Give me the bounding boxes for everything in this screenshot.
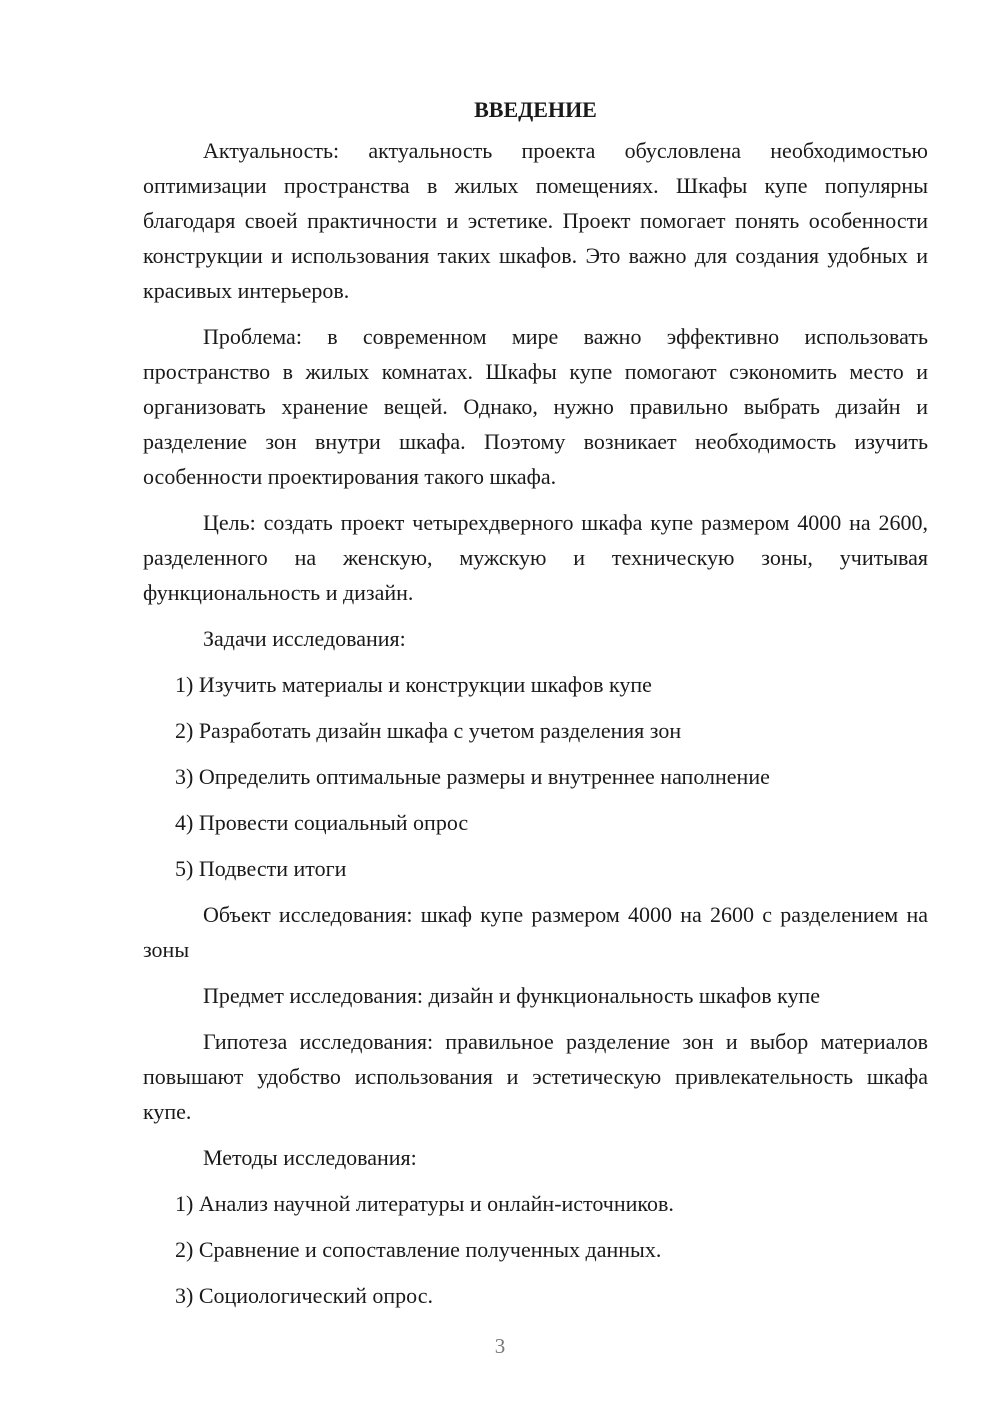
relevance-paragraph: Актуальность: актуальность проекта обусловлена необходимостью оптимизации пространства в жилых помещениях. Шкафы купе популярны благодаря своей практичности и эстетике. Проект помогает понять особенности конструкции и использования таких шкафов. Это важно для создания удобных и красивых интерьеров. — [143, 138, 928, 303]
tasks-list — [143, 667, 928, 886]
task-item: 5) Подвести итоги — [175, 856, 347, 881]
task-item: 3) Определить оптимальные размеры и внутреннее наполнение — [175, 764, 770, 789]
methods-title: Методы исследования: — [203, 1145, 417, 1170]
task-item: 1) Изучить материалы и конструкции шкафов купе — [175, 672, 652, 697]
page-title: ВВЕДЕНИЕ — [474, 97, 597, 122]
problem-paragraph: Проблема: в современном мире важно эффективно использовать пространство в жилых комнатах. Шкафы купе помогают сэкономить место и организовать хранение вещей. Однако, нужно правильно выбрать дизайн и разделение зон внутри шкафа. Поэтому возникает необходимость изучить особенности проектирования такого шкафа. — [143, 324, 928, 489]
goal-paragraph: Цель: создать проект четырехдверного шкафа купе размером 4000 на 2600, разделенного на женскую, мужскую и техническую зоны, учитывая функциональность и дизайн. — [143, 510, 928, 605]
method-item: 1) Анализ научной литературы и онлайн-источников. — [175, 1191, 674, 1216]
page-content — [143, 95, 928, 1324]
method-item: 3) Социологический опрос. — [175, 1283, 433, 1308]
object-paragraph: Объект исследования: шкаф купе размером 4000 на 2600 с разделением на зоны — [143, 902, 928, 962]
method-item: 2) Сравнение и сопоставление полученных данных. — [175, 1237, 662, 1262]
page-number: 3 — [494, 1334, 506, 1358]
task-item: 4) Провести социальный опрос — [175, 810, 469, 835]
hypothesis-paragraph: Гипотеза исследования: правильное разделение зон и выбор материалов повышают удобство использования и эстетическую привлекательность шкафа купе. — [143, 1029, 928, 1124]
task-item: 2) Разработать дизайн шкафа с учетом разделения зон — [175, 718, 682, 743]
methods-list — [143, 1186, 928, 1313]
tasks-title: Задачи исследования: — [203, 626, 406, 651]
subject-paragraph: Предмет исследования: дизайн и функциональность шкафов купе — [203, 983, 820, 1008]
